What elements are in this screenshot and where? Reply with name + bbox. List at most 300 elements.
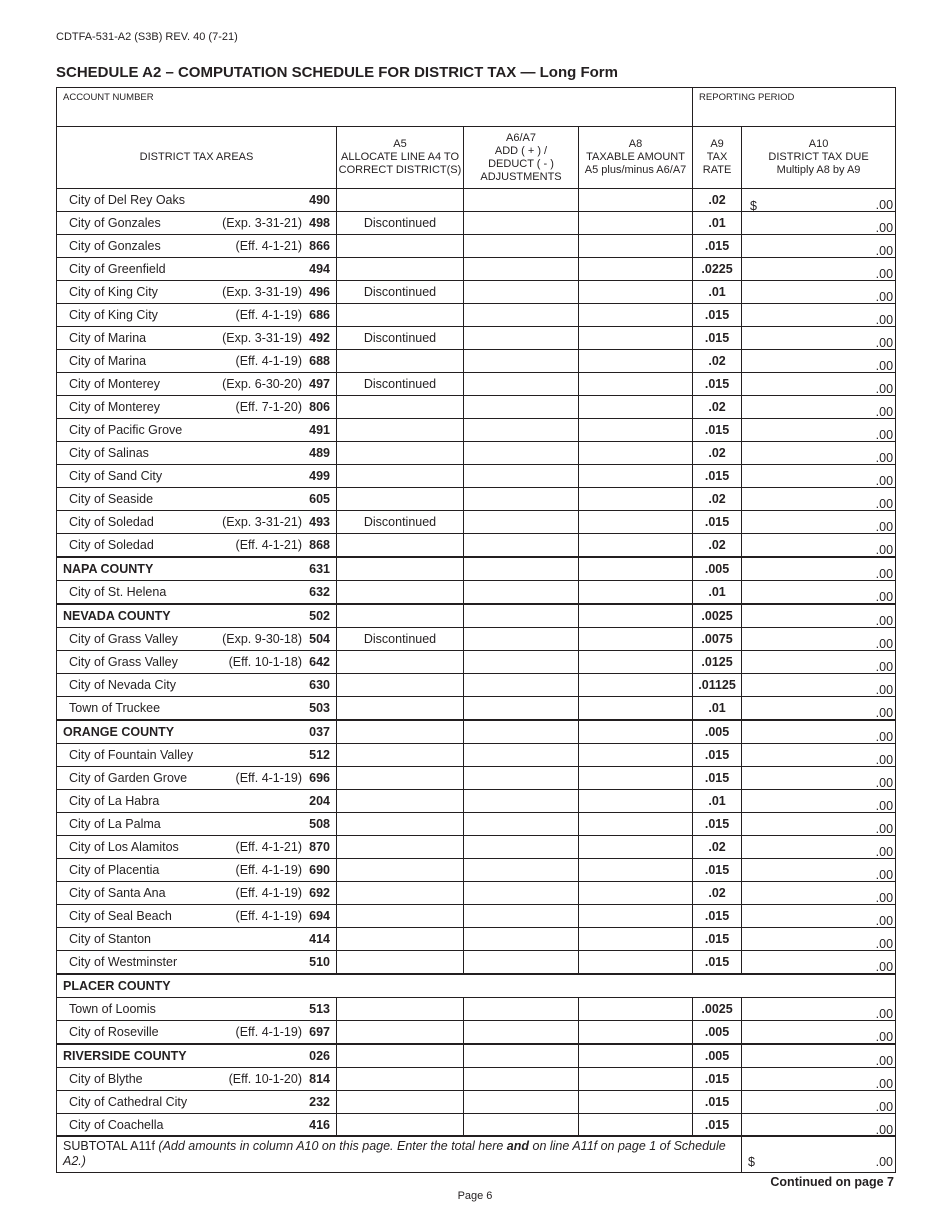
table-row xyxy=(57,511,896,534)
a5-allocate-input[interactable] xyxy=(337,235,464,258)
a8-taxable-amount-input[interactable] xyxy=(579,442,693,465)
a9-tax-rate: .01 xyxy=(693,697,742,721)
a9-tax-rate: .02 xyxy=(693,396,742,419)
district-name: City of Soledad xyxy=(69,538,154,552)
table-row xyxy=(57,581,896,605)
a9-tax-rate: .02 xyxy=(693,350,742,373)
discontinued-label: Discontinued xyxy=(363,377,437,391)
cents: .00 xyxy=(875,637,894,651)
district-name: NAPA COUNTY xyxy=(63,562,154,576)
a10-tax-due-input[interactable] xyxy=(742,928,896,951)
a8-taxable-amount-input[interactable] xyxy=(579,651,693,674)
cents: .00 xyxy=(875,1123,894,1137)
a6a7-adjustment-input[interactable] xyxy=(464,511,579,534)
a6a7-adjustment-input[interactable] xyxy=(464,557,579,581)
table-row xyxy=(57,327,896,350)
a5-allocate-input[interactable] xyxy=(337,281,464,304)
a5-allocate-input[interactable] xyxy=(337,951,464,975)
district-area xyxy=(57,767,337,790)
district-date: (Exp. 3-31-19) xyxy=(222,331,302,345)
a8-taxable-amount-input[interactable] xyxy=(579,465,693,488)
district-area xyxy=(57,557,337,581)
reporting-period-field[interactable] xyxy=(693,88,896,127)
a6a7-adjustment-input[interactable] xyxy=(464,651,579,674)
a9-tax-rate: .01 xyxy=(693,790,742,813)
a8-taxable-amount-input[interactable] xyxy=(579,281,693,304)
a6a7-adjustment-input[interactable] xyxy=(464,720,579,744)
a8-taxable-amount-input[interactable] xyxy=(579,488,693,511)
a8-taxable-amount-input[interactable] xyxy=(579,189,693,212)
a9-tax-rate: .005 xyxy=(693,1021,742,1045)
a10-tax-due-input[interactable] xyxy=(742,1091,896,1114)
a6a7-adjustment-input[interactable] xyxy=(464,304,579,327)
a10-tax-due-input[interactable] xyxy=(742,720,896,744)
a10-tax-due-input[interactable] xyxy=(742,511,896,534)
a6a7-adjustment-input[interactable] xyxy=(464,212,579,235)
district-area xyxy=(57,674,337,697)
a6a7-adjustment-input[interactable] xyxy=(464,1021,579,1045)
table-row xyxy=(57,350,896,373)
district-area xyxy=(57,396,337,419)
district-name: City of Marina xyxy=(69,331,147,345)
a6a7-adjustment-input[interactable] xyxy=(464,882,579,905)
district-name: City of Westminster xyxy=(69,955,178,969)
table-row xyxy=(57,258,896,281)
district-name: City of Grass Valley xyxy=(69,632,178,646)
a10-tax-due-input[interactable] xyxy=(742,534,896,558)
cents: .00 xyxy=(875,660,894,674)
a8-taxable-amount-input[interactable] xyxy=(579,327,693,350)
a5-allocate-input[interactable] xyxy=(337,790,464,813)
district-area xyxy=(57,373,337,396)
table-row xyxy=(57,488,896,511)
a6a7-adjustment-input[interactable] xyxy=(464,928,579,951)
cents: .00 xyxy=(875,683,894,697)
district-code: 489 xyxy=(309,446,330,460)
a5-allocate-input[interactable] xyxy=(337,674,464,697)
a8-taxable-amount-input[interactable] xyxy=(579,697,693,721)
a5-allocate-input[interactable] xyxy=(337,744,464,767)
a6a7-adjustment-input[interactable] xyxy=(464,905,579,928)
a6a7-adjustment-input[interactable] xyxy=(464,744,579,767)
a10-tax-due-input[interactable] xyxy=(742,396,896,419)
a10-tax-due-input[interactable] xyxy=(742,674,896,697)
district-name: City of Pacific Grove xyxy=(69,423,183,437)
district-date: (Eff. 4-1-21) xyxy=(235,239,302,253)
a9-tax-rate: .015 xyxy=(693,465,742,488)
a8-taxable-amount-input[interactable] xyxy=(579,534,693,558)
a6a7-adjustment-input[interactable] xyxy=(464,836,579,859)
page-title: SCHEDULE A2 – COMPUTATION SCHEDULE FOR DISTRICT TAX — Long Form xyxy=(56,64,618,81)
district-area xyxy=(57,442,337,465)
a5-allocate-input[interactable] xyxy=(337,189,464,212)
table-row xyxy=(57,534,896,558)
a5-allocate-input[interactable] xyxy=(337,488,464,511)
header-a10: A10 DISTRICT TAX DUE Multiply A8 by A9 xyxy=(742,127,896,189)
district-date: (Exp. 3-31-21) xyxy=(222,216,302,230)
a5-allocate-input[interactable] xyxy=(337,1044,464,1068)
cents: .00 xyxy=(875,706,894,720)
district-code: 492 xyxy=(309,331,330,345)
a10-tax-due-input[interactable] xyxy=(742,1044,896,1068)
header-district-tax-areas: DISTRICT TAX AREAS xyxy=(57,127,337,189)
a8-taxable-amount-input[interactable] xyxy=(579,258,693,281)
a10-tax-due-input[interactable] xyxy=(742,442,896,465)
district-code: 512 xyxy=(309,748,330,762)
a9-tax-rate: .005 xyxy=(693,720,742,744)
a9-tax-rate: .02 xyxy=(693,189,742,212)
a8-taxable-amount-input[interactable] xyxy=(579,836,693,859)
a10-tax-due-input[interactable] xyxy=(742,951,896,975)
a5-allocate-input[interactable] xyxy=(337,604,464,628)
a5-allocate-input[interactable] xyxy=(337,442,464,465)
a6a7-adjustment-input[interactable] xyxy=(464,767,579,790)
a6a7-adjustment-input[interactable] xyxy=(464,790,579,813)
district-area xyxy=(57,651,337,674)
a10-tax-due-input[interactable] xyxy=(742,1021,896,1045)
a6a7-adjustment-input[interactable] xyxy=(464,419,579,442)
a8-taxable-amount-input[interactable] xyxy=(579,951,693,975)
a9-tax-rate: .015 xyxy=(693,1091,742,1114)
a8-taxable-amount-input[interactable] xyxy=(579,1044,693,1068)
a8-taxable-amount-input[interactable] xyxy=(579,511,693,534)
a10-tax-due-input[interactable] xyxy=(742,882,896,905)
table-row xyxy=(57,998,896,1021)
a8-taxable-amount-input[interactable] xyxy=(579,396,693,419)
a6a7-adjustment-input[interactable] xyxy=(464,373,579,396)
page-number: Page 6 xyxy=(457,1190,493,1202)
a5-allocate-input[interactable] xyxy=(337,836,464,859)
district-code: 688 xyxy=(309,354,330,368)
table-row xyxy=(57,1114,896,1137)
a9-tax-rate: .01 xyxy=(693,212,742,235)
district-area xyxy=(57,697,337,721)
a8-taxable-amount-input[interactable] xyxy=(579,557,693,581)
a5-allocate-input[interactable] xyxy=(337,511,464,534)
cents: .00 xyxy=(875,359,894,373)
cents: .00 xyxy=(875,313,894,327)
a10-tax-due-input[interactable] xyxy=(742,1114,896,1137)
cents: .00 xyxy=(875,776,894,790)
a5-allocate-input[interactable] xyxy=(337,465,464,488)
account-number-label: ACCOUNT NUMBER xyxy=(63,92,154,103)
a6a7-adjustment-input[interactable] xyxy=(464,465,579,488)
a5-allocate-input[interactable] xyxy=(337,581,464,605)
district-code: 491 xyxy=(309,423,330,437)
district-name: City of Cathedral City xyxy=(69,1095,188,1109)
subtotal-label: SUBTOTAL A11f (Add amounts in column A10 on this page. Enter the total here and on line A11f on page 1 of Schedule A2.) xyxy=(57,1136,742,1173)
district-name: NEVADA COUNTY xyxy=(63,609,171,623)
district-date: (Eff. 4-1-19) xyxy=(235,909,302,923)
table-row xyxy=(57,281,896,304)
a10-tax-due-input[interactable] xyxy=(742,281,896,304)
district-name: City of Soledad xyxy=(69,515,154,529)
a6a7-adjustment-input[interactable] xyxy=(464,235,579,258)
a8-taxable-amount-input[interactable] xyxy=(579,674,693,697)
district-code: 870 xyxy=(309,840,330,854)
table-row xyxy=(57,697,896,721)
table-row xyxy=(57,790,896,813)
table-row xyxy=(57,604,896,628)
table-row xyxy=(57,212,896,235)
a8-taxable-amount-input[interactable] xyxy=(579,350,693,373)
district-date: (Exp. 3-31-21) xyxy=(222,515,302,529)
a8-taxable-amount-input[interactable] xyxy=(579,1068,693,1091)
table-row xyxy=(57,557,896,581)
a5-allocate-input[interactable] xyxy=(337,859,464,882)
a10-tax-due-input[interactable] xyxy=(742,998,896,1021)
a8-taxable-amount-input[interactable] xyxy=(579,628,693,651)
district-area xyxy=(57,212,337,235)
district-code: 499 xyxy=(309,469,330,483)
a9-tax-rate: .015 xyxy=(693,813,742,836)
a6a7-adjustment-input[interactable] xyxy=(464,1114,579,1137)
a10-tax-due-input[interactable] xyxy=(742,258,896,281)
a10-tax-due-input[interactable] xyxy=(742,905,896,928)
a5-allocate-input[interactable] xyxy=(337,720,464,744)
a6a7-adjustment-input[interactable] xyxy=(464,697,579,721)
a8-taxable-amount-input[interactable] xyxy=(579,720,693,744)
a6a7-adjustment-input[interactable] xyxy=(464,258,579,281)
a9-tax-rate: .015 xyxy=(693,327,742,350)
a6a7-adjustment-input[interactable] xyxy=(464,628,579,651)
a6a7-adjustment-input[interactable] xyxy=(464,350,579,373)
district-code: 496 xyxy=(309,285,330,299)
a10-tax-due-input[interactable] xyxy=(742,327,896,350)
cents: .00 xyxy=(875,1054,894,1068)
a10-tax-due-input[interactable] xyxy=(742,419,896,442)
district-name: City of Coachella xyxy=(69,1118,164,1132)
a8-taxable-amount-input[interactable] xyxy=(579,604,693,628)
form-id: CDTFA-531-A2 (S3B) REV. 40 (7-21) xyxy=(56,31,238,43)
a8-taxable-amount-input[interactable] xyxy=(579,882,693,905)
a9-tax-rate: .015 xyxy=(693,928,742,951)
cents: .00 xyxy=(875,753,894,767)
a9-tax-rate: .0225 xyxy=(693,258,742,281)
a6a7-adjustment-input[interactable] xyxy=(464,1068,579,1091)
a5-allocate-input[interactable] xyxy=(337,651,464,674)
district-area xyxy=(57,1021,337,1045)
district-code: 026 xyxy=(309,1049,330,1063)
district-name: City of Salinas xyxy=(69,446,149,460)
a5-allocate-input[interactable] xyxy=(337,212,464,235)
a6a7-adjustment-input[interactable] xyxy=(464,396,579,419)
a6a7-adjustment-input[interactable] xyxy=(464,1044,579,1068)
a6a7-adjustment-input[interactable] xyxy=(464,488,579,511)
district-area xyxy=(57,581,337,605)
a8-taxable-amount-input[interactable] xyxy=(579,790,693,813)
a6a7-adjustment-input[interactable] xyxy=(464,859,579,882)
a10-tax-due-input[interactable] xyxy=(742,836,896,859)
a9-tax-rate: .0125 xyxy=(693,651,742,674)
district-area xyxy=(57,350,337,373)
a10-tax-due-input[interactable] xyxy=(742,744,896,767)
a5-allocate-input[interactable] xyxy=(337,813,464,836)
a8-taxable-amount-input[interactable] xyxy=(579,304,693,327)
district-name: City of Santa Ana xyxy=(69,886,166,900)
a8-taxable-amount-input[interactable] xyxy=(579,928,693,951)
a5-allocate-input[interactable] xyxy=(337,1021,464,1045)
table-row xyxy=(57,905,896,928)
a9-tax-rate: .015 xyxy=(693,419,742,442)
a6a7-adjustment-input[interactable] xyxy=(464,604,579,628)
table-row xyxy=(57,859,896,882)
a10-tax-due-input[interactable] xyxy=(742,465,896,488)
a6a7-adjustment-input[interactable] xyxy=(464,951,579,975)
column-headers xyxy=(57,127,896,189)
a10-tax-due-input[interactable] xyxy=(742,189,896,212)
a8-taxable-amount-input[interactable] xyxy=(579,1091,693,1114)
account-number-field[interactable] xyxy=(57,88,693,127)
district-name: City of La Habra xyxy=(69,794,160,808)
cents: .00 xyxy=(875,845,894,859)
district-code: 642 xyxy=(309,655,330,669)
table-row xyxy=(57,628,896,651)
a5-allocate-input[interactable] xyxy=(337,304,464,327)
cents: .00 xyxy=(875,290,894,304)
district-code: 493 xyxy=(309,515,330,529)
a10-tax-due-input[interactable] xyxy=(742,1068,896,1091)
a8-taxable-amount-input[interactable] xyxy=(579,998,693,1021)
district-code: 204 xyxy=(309,794,330,808)
district-code: 490 xyxy=(309,193,330,207)
district-name: City of Blythe xyxy=(69,1072,143,1086)
a10-tax-due-input[interactable] xyxy=(742,304,896,327)
a10-tax-due-input[interactable] xyxy=(742,604,896,628)
a10-tax-due-input[interactable] xyxy=(742,581,896,605)
a10-tax-due-input[interactable] xyxy=(742,651,896,674)
cents: .00 xyxy=(875,614,894,628)
a8-taxable-amount-input[interactable] xyxy=(579,212,693,235)
district-code: 868 xyxy=(309,538,330,552)
district-code: 630 xyxy=(309,678,330,692)
a6a7-adjustment-input[interactable] xyxy=(464,674,579,697)
subtotal-amount-input[interactable] xyxy=(742,1136,896,1173)
a6a7-adjustment-input[interactable] xyxy=(464,998,579,1021)
a10-tax-due-input[interactable] xyxy=(742,557,896,581)
a6a7-adjustment-input[interactable] xyxy=(464,327,579,350)
district-date: (Eff. 10-1-18) xyxy=(228,655,302,669)
a6a7-adjustment-input[interactable] xyxy=(464,813,579,836)
district-code: 694 xyxy=(309,909,330,923)
a9-tax-rate: .015 xyxy=(693,767,742,790)
a5-allocate-input[interactable] xyxy=(337,628,464,651)
district-area xyxy=(57,720,337,744)
a5-allocate-input[interactable] xyxy=(337,767,464,790)
table-row xyxy=(57,304,896,327)
a8-taxable-amount-input[interactable] xyxy=(579,859,693,882)
a10-tax-due-input[interactable] xyxy=(742,373,896,396)
a5-allocate-input[interactable] xyxy=(337,396,464,419)
a8-taxable-amount-input[interactable] xyxy=(579,581,693,605)
header-a9: A9 TAX RATE xyxy=(693,127,742,189)
a8-taxable-amount-input[interactable] xyxy=(579,1021,693,1045)
district-area xyxy=(57,1068,337,1091)
continued-note: Continued on page 7 xyxy=(770,1175,894,1189)
a5-allocate-input[interactable] xyxy=(337,350,464,373)
table-row xyxy=(57,951,896,975)
a5-allocate-input[interactable] xyxy=(337,1091,464,1114)
cents: .00 xyxy=(875,244,894,258)
district-date: (Eff. 7-1-20) xyxy=(235,400,302,414)
a8-taxable-amount-input[interactable] xyxy=(579,235,693,258)
a10-tax-due-input[interactable] xyxy=(742,790,896,813)
table-row xyxy=(57,1091,896,1114)
a8-taxable-amount-input[interactable] xyxy=(579,419,693,442)
a10-tax-due-input[interactable] xyxy=(742,488,896,511)
district-area xyxy=(57,882,337,905)
a10-tax-due-input[interactable] xyxy=(742,235,896,258)
district-name: City of Seaside xyxy=(69,492,154,506)
a5-allocate-input[interactable] xyxy=(337,419,464,442)
a10-tax-due-input[interactable] xyxy=(742,628,896,651)
a10-tax-due-input[interactable] xyxy=(742,212,896,235)
a10-tax-due-input[interactable] xyxy=(742,350,896,373)
a8-taxable-amount-input[interactable] xyxy=(579,767,693,790)
district-date: (Eff. 4-1-19) xyxy=(235,308,302,322)
table-row xyxy=(57,974,896,998)
a5-allocate-input[interactable] xyxy=(337,327,464,350)
table-row xyxy=(57,189,896,212)
a10-tax-due-input[interactable] xyxy=(742,697,896,721)
a9-tax-rate: .015 xyxy=(693,1068,742,1091)
a6a7-adjustment-input[interactable] xyxy=(464,442,579,465)
district-area xyxy=(57,928,337,951)
a8-taxable-amount-input[interactable] xyxy=(579,744,693,767)
district-area xyxy=(57,1091,337,1114)
a8-taxable-amount-input[interactable] xyxy=(579,373,693,396)
district-code: 414 xyxy=(309,932,330,946)
a6a7-adjustment-input[interactable] xyxy=(464,581,579,605)
district-area xyxy=(57,488,337,511)
a6a7-adjustment-input[interactable] xyxy=(464,1091,579,1114)
a5-allocate-input[interactable] xyxy=(337,697,464,721)
a10-tax-due-input[interactable] xyxy=(742,859,896,882)
a6a7-adjustment-input[interactable] xyxy=(464,281,579,304)
a8-taxable-amount-input[interactable] xyxy=(579,813,693,836)
a5-allocate-input[interactable] xyxy=(337,882,464,905)
district-name: PLACER COUNTY xyxy=(63,979,171,993)
a10-tax-due-input[interactable] xyxy=(742,767,896,790)
a5-allocate-input[interactable] xyxy=(337,534,464,558)
a5-allocate-input[interactable] xyxy=(337,258,464,281)
a5-allocate-input[interactable] xyxy=(337,373,464,396)
a5-allocate-input[interactable] xyxy=(337,998,464,1021)
discontinued-label: Discontinued xyxy=(363,285,437,299)
a10-tax-due-input[interactable] xyxy=(742,813,896,836)
cents: .00 xyxy=(875,451,894,465)
district-code: 497 xyxy=(309,377,330,391)
a8-taxable-amount-input[interactable] xyxy=(579,905,693,928)
a6a7-adjustment-input[interactable] xyxy=(464,189,579,212)
cents: .00 xyxy=(875,267,894,281)
district-code: 692 xyxy=(309,886,330,900)
a5-allocate-input[interactable] xyxy=(337,905,464,928)
a5-allocate-input[interactable] xyxy=(337,557,464,581)
a6a7-adjustment-input[interactable] xyxy=(464,534,579,558)
a5-allocate-input[interactable] xyxy=(337,928,464,951)
cents: .00 xyxy=(875,543,894,557)
a8-taxable-amount-input[interactable] xyxy=(579,1114,693,1137)
district-date: (Eff. 4-1-19) xyxy=(235,886,302,900)
a5-allocate-input[interactable] xyxy=(337,1114,464,1137)
district-date: (Eff. 4-1-19) xyxy=(235,1025,302,1039)
district-area xyxy=(57,189,337,212)
dollar-sign: $ xyxy=(750,199,757,213)
district-name: Town of Loomis xyxy=(69,1002,156,1016)
a5-allocate-input[interactable] xyxy=(337,1068,464,1091)
district-code: 498 xyxy=(309,216,330,230)
